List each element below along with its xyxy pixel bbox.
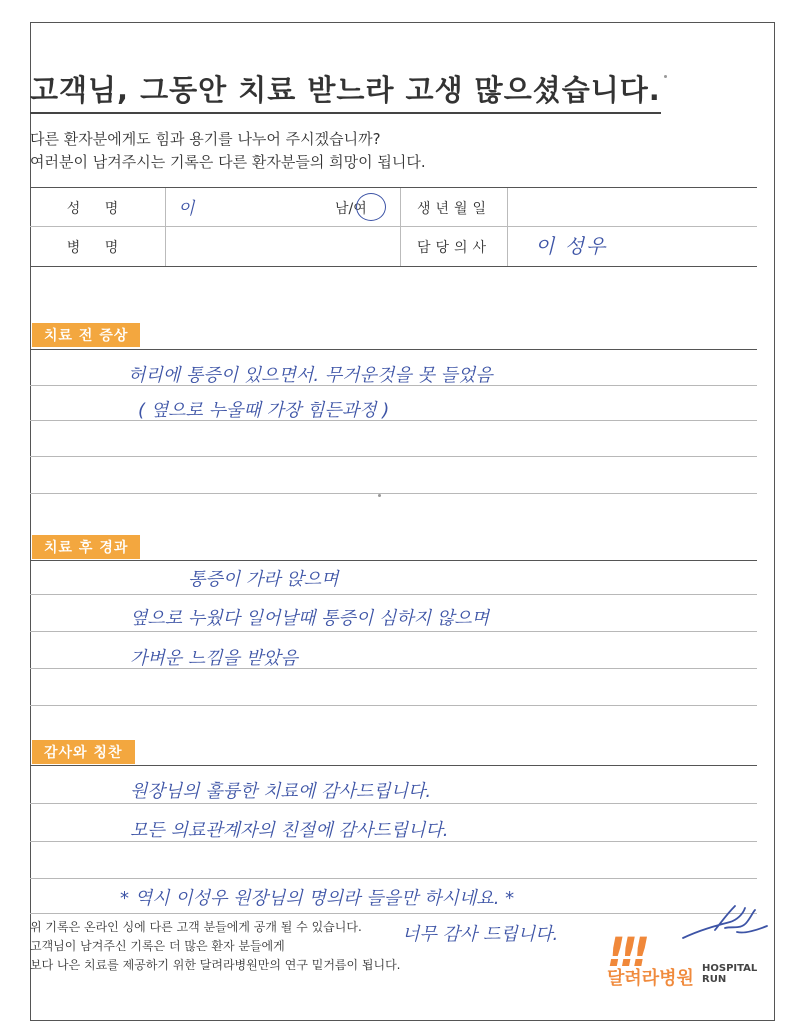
section-label-after: 치료 후 경과	[32, 535, 140, 559]
ruled-line	[30, 385, 757, 386]
ruled-line	[30, 631, 757, 632]
birth-label: 생년월일	[416, 201, 492, 217]
after-line-3[interactable]: 가벼운 느낌을 받았음	[130, 648, 298, 669]
before-line-1[interactable]: 허리에 통증이 있으면서. 무거운것을 못 들었음	[128, 365, 493, 386]
table-divider	[30, 226, 757, 227]
before-line-2[interactable]: ( 옆으로 누울때 가장 힘든과정 )	[138, 400, 390, 421]
intro-line-1: 다른 환자분에게도 힘과 용기를 나누어 주시겠습니까?	[30, 130, 381, 148]
ruled-line	[30, 493, 757, 494]
ruled-line	[30, 803, 757, 804]
doctor-value[interactable]: 이 성우	[535, 234, 608, 258]
table-divider	[400, 188, 401, 266]
table-divider	[165, 188, 166, 266]
ruled-line	[30, 668, 757, 669]
gender-separator: /	[348, 201, 354, 217]
gender-field[interactable]	[335, 198, 367, 218]
patient-info-table	[30, 187, 757, 267]
ruled-line	[30, 841, 757, 842]
footer-note	[30, 918, 401, 975]
thanks-line-1[interactable]: 원장님의 훌륭한 치료에 감사드립니다.	[130, 781, 432, 802]
selected-gender-circle	[356, 193, 386, 221]
footer-line-2: 고객님이 남겨주신 기록은 더 많은 환자 분들에게	[30, 939, 285, 953]
thanks-line-4[interactable]: 너무 감사 드립니다.	[402, 924, 559, 945]
footer-line-3: 보다 나은 치료를 제공하기 위한 달려라병원만의 연구 밑거름이 됩니다.	[30, 958, 401, 972]
scan-speck	[378, 494, 381, 497]
page-title: 고객님, 그동안 치료 받느라 고생 많으셨습니다.	[30, 68, 661, 114]
logo-exclamation-icon: !!!	[607, 930, 644, 976]
logo-english-line-2: RUN	[702, 974, 727, 985]
scan-speck	[664, 75, 667, 78]
doctor-label: 담당의사	[416, 240, 492, 256]
logo-english	[702, 963, 757, 985]
intro-text	[30, 128, 426, 174]
section-label-thanks: 감사와 칭찬	[32, 740, 135, 764]
logo-name: 달려라병원	[607, 968, 694, 989]
section-rule	[30, 349, 757, 350]
disease-label: 병 명	[66, 240, 129, 256]
section-rule	[30, 765, 757, 766]
after-line-1[interactable]: 통증이 가라 앉으며	[188, 569, 339, 590]
logo-english-line-1: HOSPITAL	[702, 963, 758, 974]
ruled-line	[30, 456, 757, 457]
thanks-line-2[interactable]: 모든 의료관계자의 친절에 감사드립니다.	[130, 820, 449, 841]
footer-line-1: 위 기록은 온라인 싱에 다른 고객 분들에게 공개 될 수 있습니다.	[30, 920, 362, 934]
after-line-2[interactable]: 옆으로 누웠다 일어날때 통증이 심하지 않으며	[130, 608, 489, 629]
ruled-line	[30, 913, 757, 914]
ruled-line	[30, 705, 757, 706]
table-divider	[507, 188, 508, 266]
section-label-before: 치료 전 증상	[32, 323, 140, 347]
name-value[interactable]: 이	[178, 199, 195, 219]
name-label: 성 명	[66, 201, 129, 217]
ruled-line	[30, 878, 757, 879]
intro-line-2: 여러분이 남겨주시는 기록은 다른 환자분들의 희망이 됩니다.	[30, 153, 426, 171]
thanks-line-3[interactable]: * 역시 이성우 원장님의 명의라 들을만 하시네요. *	[120, 888, 515, 909]
ruled-line	[30, 594, 757, 595]
gender-female: 여	[353, 201, 367, 217]
section-rule	[30, 560, 757, 561]
gender-male: 남	[335, 201, 349, 217]
signature-icon	[675, 900, 770, 945]
ruled-line	[30, 420, 757, 421]
